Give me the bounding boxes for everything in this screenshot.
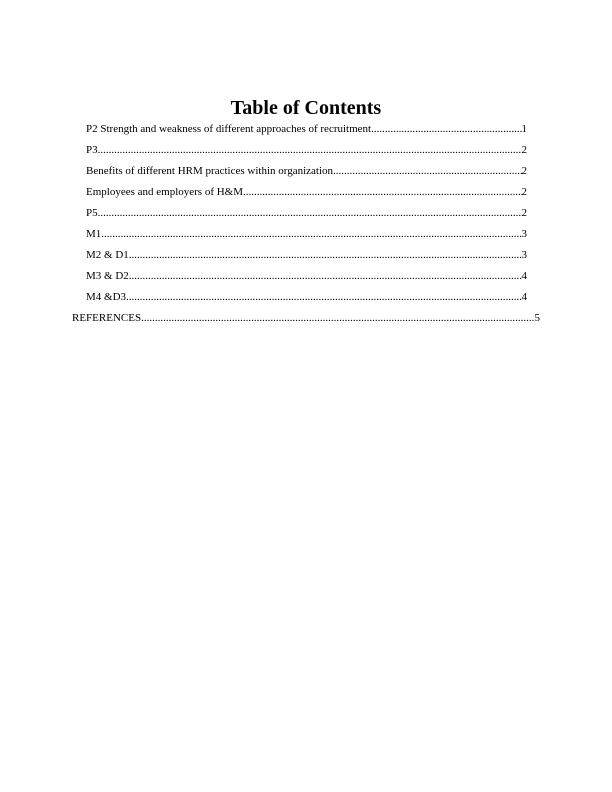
toc-entry[interactable] (86, 185, 527, 199)
toc-entry-label: Employees and employers of H&M (86, 186, 244, 198)
toc-dot-leader (371, 122, 521, 136)
toc-entry[interactable] (86, 164, 527, 178)
toc-dot-leader (243, 185, 521, 199)
toc-entry[interactable] (86, 206, 527, 220)
toc-dot-leader (126, 290, 521, 304)
toc-page-number: 3 (521, 249, 527, 261)
toc-entry-label: P2 Strength and weakness of different approaches of recruitment (86, 123, 372, 135)
toc-entry[interactable] (86, 269, 527, 283)
toc-dot-leader (141, 311, 534, 325)
toc-entry-label: M4 &D3 (86, 291, 127, 303)
toc-page-number: 2 (521, 144, 527, 156)
toc-page-number: 2 (521, 207, 527, 219)
toc-dot-leader (98, 143, 522, 157)
toc-page-number: 2 (521, 165, 527, 177)
toc-page-number: 3 (521, 228, 527, 240)
toc-entry-label: M3 & D2 (86, 270, 129, 282)
toc-page-number: 5 (534, 312, 540, 324)
toc-dot-leader (129, 248, 522, 262)
toc-entry[interactable] (86, 227, 527, 241)
toc-entry-label: P5 (86, 207, 98, 219)
toc-dot-leader (333, 164, 521, 178)
toc-entry-label: Benefits of different HRM practices within organization (86, 165, 334, 177)
toc-entry-label: M1 (86, 228, 102, 240)
toc-entry-label: P3 (86, 144, 98, 156)
page-title: Table of Contents (230, 97, 382, 120)
toc-dot-leader (129, 269, 522, 283)
toc-entry-label: REFERENCES (72, 312, 142, 324)
toc-page-number: 2 (521, 186, 527, 198)
toc-entry[interactable] (72, 311, 540, 325)
toc-dot-leader (101, 227, 521, 241)
toc-page-number: 4 (521, 270, 527, 282)
toc-entry[interactable] (86, 248, 527, 262)
toc-page-number: 1 (521, 123, 527, 135)
toc-entry[interactable] (86, 122, 527, 136)
toc-entry[interactable] (86, 290, 527, 304)
toc-entry[interactable] (86, 143, 527, 157)
toc-entry-label: M2 & D1 (86, 249, 129, 261)
toc-dot-leader (98, 206, 522, 220)
toc-page-number: 4 (521, 291, 527, 303)
